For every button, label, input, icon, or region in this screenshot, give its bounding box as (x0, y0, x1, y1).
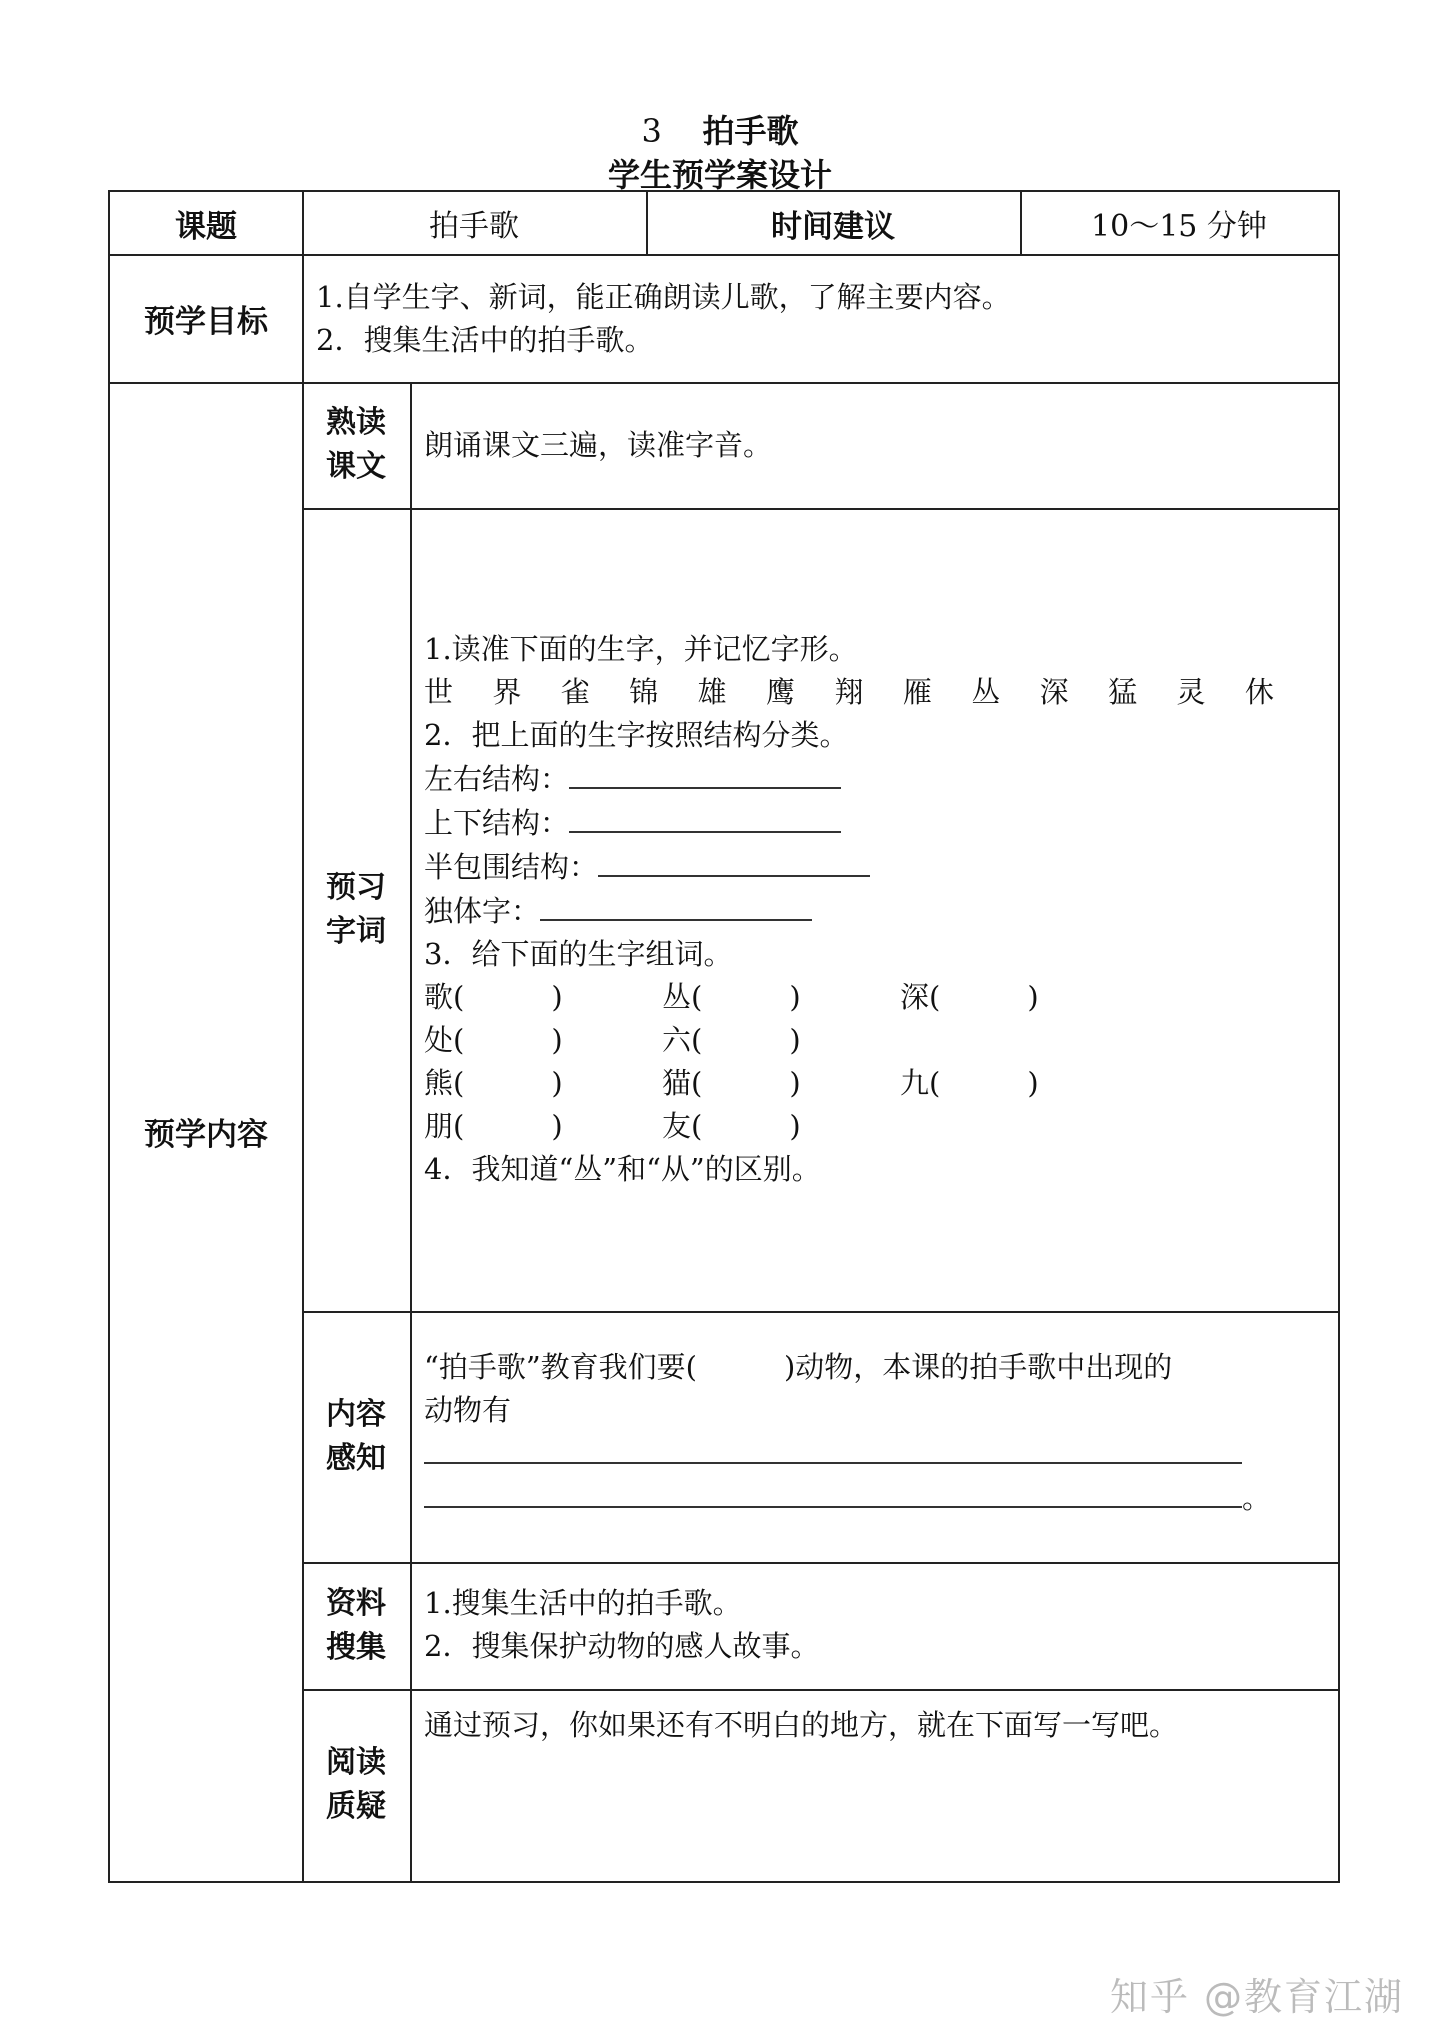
answer-blank[interactable] (540, 889, 812, 921)
reading-text: 朗诵课文三遍，读准字音。 (424, 428, 773, 462)
word-group-row (424, 1062, 1338, 1105)
materials-list (410, 1582, 1338, 1668)
words-q1: 1.读准下面的生字，并记忆字形。 (424, 632, 858, 666)
questions-text: 通过预习，你如果还有不明白的地方，就在下面写一写吧。 (424, 1708, 1179, 1742)
character: 灵 (1176, 675, 1206, 709)
character: 翔 (834, 675, 864, 709)
answer-blank[interactable] (424, 1432, 1242, 1464)
struct-left-right: 左右结构： (424, 757, 1338, 801)
questions-label: 阅读 质疑 (326, 1745, 386, 1824)
time-value: 10～15 分钟 (1091, 209, 1267, 244)
character: 雄 (697, 675, 727, 709)
lesson-number: 3 (641, 112, 662, 150)
words-label: 预习 字词 (326, 869, 386, 949)
goals-label: 预学目标 (144, 303, 268, 340)
answer-blank[interactable] (424, 1476, 1242, 1508)
character: 休 (1244, 675, 1274, 709)
perception-line1: “拍手歌”教育我们要( )动物，本课的拍手歌中出现的 (424, 1350, 1173, 1384)
worksheet-table (108, 190, 1340, 1883)
answer-blank[interactable] (569, 801, 841, 833)
words-q4: 4．我知道“丛”和“从”的区别。 (424, 1152, 821, 1186)
character: 丛 (971, 675, 1001, 709)
character: 锦 (629, 675, 659, 709)
time-label: 时间建议 (771, 208, 895, 245)
goals-list (302, 276, 1338, 362)
words-q2: 2．把上面的生字按照结构分类。 (424, 718, 849, 752)
word-group-item[interactable]: 猫( ) (662, 1066, 801, 1100)
word-group-row (424, 1105, 1338, 1148)
struct-single: 独体字： (424, 889, 1338, 933)
word-group-item[interactable]: 友( ) (662, 1109, 801, 1143)
content-label: 预学内容 (144, 1117, 268, 1153)
word-group-item[interactable]: 朋( ) (424, 1109, 563, 1143)
lesson-title: 拍手歌 (702, 112, 799, 150)
reading-label: 熟读 课文 (326, 405, 386, 484)
words-q3: 3．给下面的生字组词。 (424, 937, 733, 971)
answer-blank[interactable] (569, 757, 841, 789)
character: 世 (424, 675, 454, 709)
page-title (0, 106, 1440, 152)
character: 鹰 (766, 675, 796, 709)
struct-top-bottom: 上下结构： (424, 801, 1338, 845)
watermark: 知乎 @教育江湖 (1109, 1975, 1404, 2019)
perception-line2: 动物有 (424, 1393, 512, 1427)
character: 雁 (902, 675, 932, 709)
word-group-item[interactable]: 熊( ) (424, 1066, 563, 1100)
perception-label: 内容 感知 (326, 1396, 386, 1476)
word-group-item[interactable]: 深( ) (900, 980, 1039, 1014)
answer-blank[interactable] (598, 845, 870, 877)
character: 猛 (1108, 675, 1138, 709)
goal-item: 1.自学生字、新词，能正确朗读儿歌，了解主要内容。 (316, 280, 1011, 314)
answer-line (424, 1432, 1338, 1476)
word-group-item[interactable]: 处( ) (424, 1023, 563, 1057)
word-group-item[interactable]: 歌( ) (424, 980, 563, 1014)
word-group-row (424, 1019, 1338, 1062)
perception-section (410, 1346, 1338, 1520)
word-group-item[interactable]: 六( ) (662, 1023, 801, 1057)
goal-item: 2．搜集生活中的拍手歌。 (316, 323, 654, 357)
character: 界 (492, 675, 522, 709)
materials-label: 资料 搜集 (326, 1585, 386, 1665)
new-characters (424, 671, 1274, 714)
topic-label: 课题 (175, 208, 237, 245)
page-subtitle: 学生预学案设计 (607, 156, 832, 194)
material-item: 1.搜集生活中的拍手歌。 (424, 1586, 742, 1620)
word-group-item[interactable]: 九( ) (900, 1066, 1039, 1100)
material-item: 2．搜集保护动物的感人故事。 (424, 1629, 820, 1663)
word-group-row (424, 976, 1338, 1019)
struct-half-enclosed: 半包围结构： (424, 845, 1338, 889)
word-group-item[interactable]: 丛( ) (662, 980, 801, 1014)
character: 深 (1039, 675, 1069, 709)
topic-value: 拍手歌 (429, 209, 519, 244)
answer-line: 。 (424, 1476, 1338, 1520)
character: 雀 (560, 675, 590, 709)
words-section (410, 628, 1338, 1191)
